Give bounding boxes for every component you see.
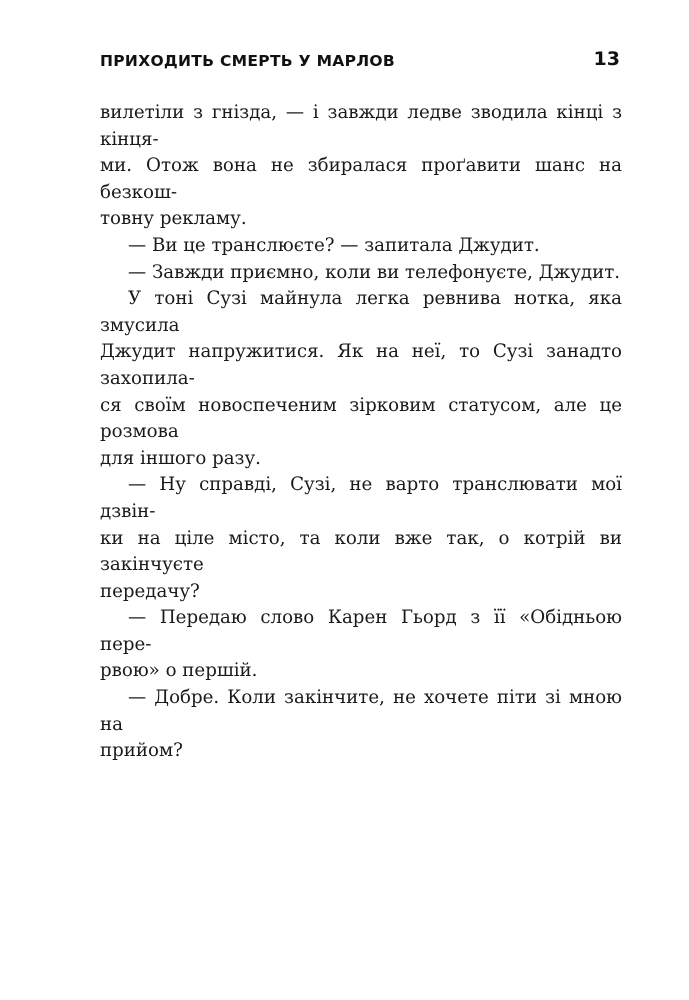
paragraph: — Добре. Коли закінчите, не хочете піти зі мною на прийом?	[100, 687, 622, 762]
paragraph: У тоні Сузі майнула легка ревнива нотка, яка змусила Джудит напружитися. Як на неї, то Сузі занадто захопила- ся своїм новоспеченим зірковим статусом, але це розмова для іншого разу.	[100, 288, 622, 469]
paragraph: — Ну справді, Сузі, не варто транслювати мої дзвін- ки на ціле місто, та коли вже так, о котрій ви закінчуєте передачу?	[100, 474, 622, 602]
paragraph: — Завжди приємно, коли ви телефонуєте, Джудит.	[128, 261, 621, 283]
paragraph: — Ви це транслюєте? — запитала Джудит.	[128, 234, 540, 256]
page-number: 13	[593, 48, 620, 70]
running-title: ПРИХОДИТЬ СМЕРТЬ У МАРЛОВ	[100, 52, 396, 70]
body-text	[100, 100, 622, 765]
paragraph: — Передаю слово Карен Гьорд з її «Обідньою пере- рвою» о першій.	[100, 607, 622, 682]
page-header	[100, 48, 620, 78]
paragraph: вилетіли з гнізда, — і завжди ледве зводила кінці з кінця- ми. Отож вона не збиралася проґавити шанс на безкош- товну рекламу.	[100, 102, 622, 230]
